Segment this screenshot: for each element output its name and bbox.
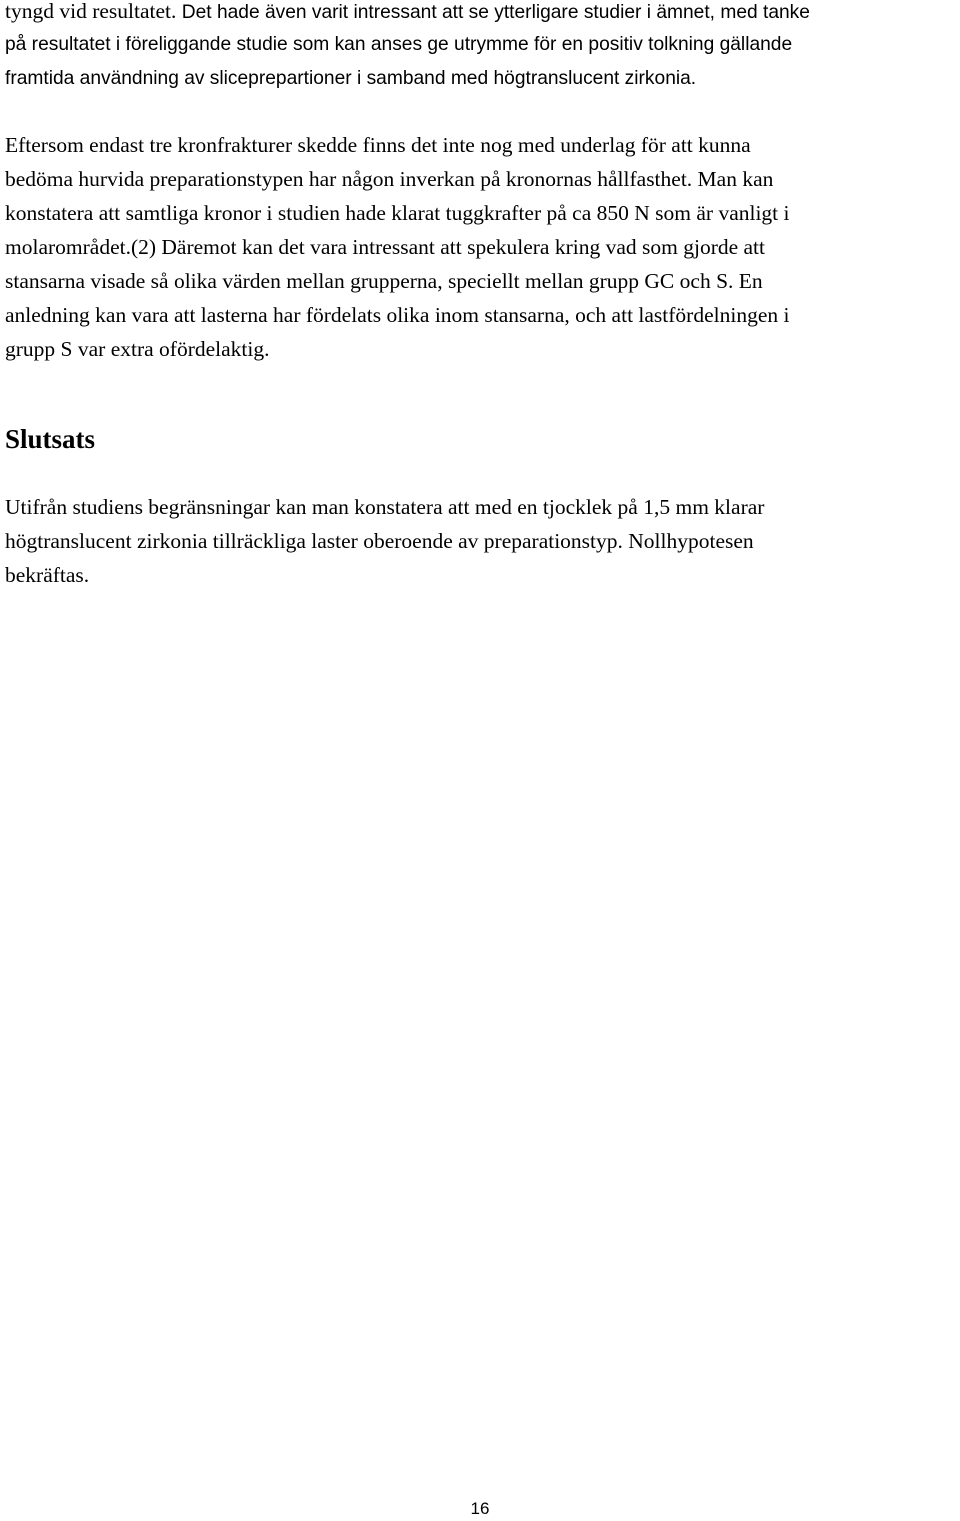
text-line: anledning kan vara att lasterna har fördelats olika inom stansarna, och att lastfördelningen i — [5, 303, 790, 327]
text-line: Utifrån studiens begränsningar kan man konstatera att med en tjocklek på 1,5 mm klarar — [5, 495, 765, 519]
text-run: Det hade även varit intressant att se ytterligare studier i ämnet, med tanke — [181, 2, 810, 23]
text-line: på resultatet i föreliggande studie som kan anses ge utrymme för en positiv tolkning gällande — [5, 34, 793, 55]
paragraph-discussion-end — [5, 0, 810, 96]
text-line — [5, 0, 810, 28]
text-line: bedöma hurvida preparationstypen har någon inverkan på kronornas hållfasthet. Man kan — [5, 167, 774, 191]
text-line: Eftersom endast tre kronfrakturer skedde finns det inte nog med underlag för att kunna — [5, 133, 751, 157]
page-number: 16 — [470, 1499, 490, 1518]
text-line: konstatera att samtliga kronor i studien hade klarat tuggkrafter på ca 850 N som är vanligt i — [5, 201, 790, 225]
text-line: framtida användning av sliceprepartioner i samband med högtranslucent zirkonia. — [5, 68, 697, 89]
text-run: tyngd vid resultatet. — [5, 0, 182, 23]
text-line: molarområdet.(2) Däremot kan det vara intressant att spekulera kring vad som gjorde att — [5, 235, 766, 259]
text-line: bekräftas. — [5, 563, 90, 587]
paragraph-crown-fractures — [5, 128, 790, 366]
paragraph-conclusion — [5, 490, 764, 592]
section-heading: Slutsats — [5, 424, 96, 454]
text-line: grupp S var extra ofördelaktig. — [5, 337, 270, 361]
text-line: stansarna visade så olika värden mellan grupperna, speciellt mellan grupp GC och S. En — [5, 269, 763, 293]
text-line: högtranslucent zirkonia tillräckliga laster oberoende av preparationstyp. Nollhypotesen — [5, 529, 754, 553]
